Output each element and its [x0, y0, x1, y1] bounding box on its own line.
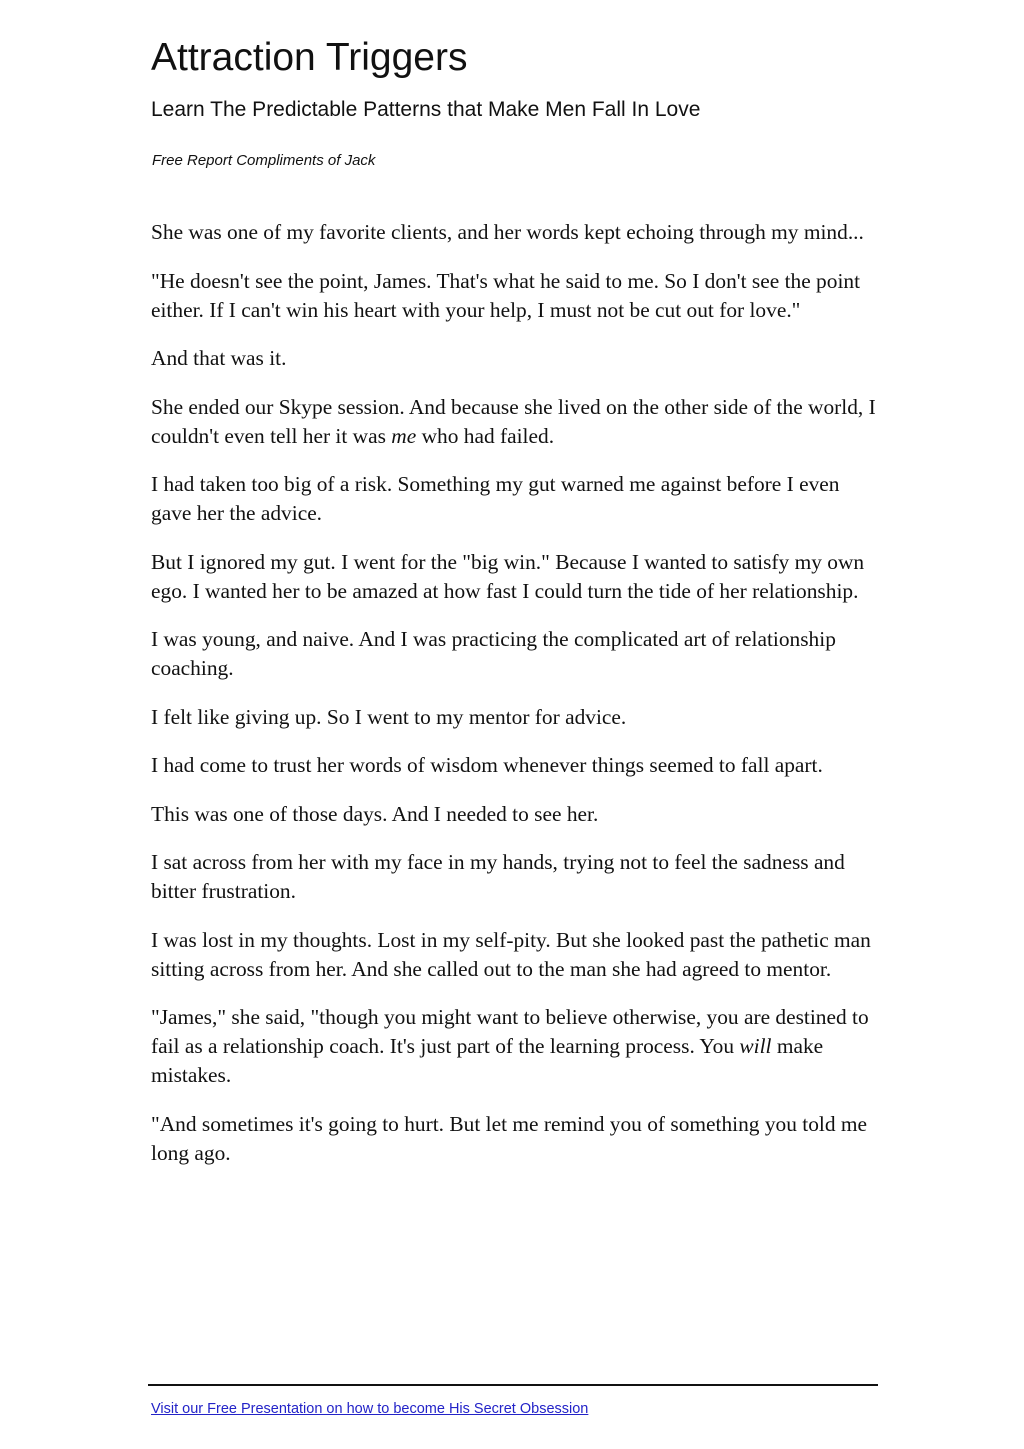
footer-divider: [148, 1384, 878, 1386]
report-byline: Free Report Compliments of Jack: [152, 152, 376, 169]
paragraph-13-text-a: "James," she said, "though you might want to believe otherwise, you are destined to fail as a relationship coach. It's just part of the learning process. You: [151, 1005, 869, 1058]
paragraph-13-text-b: make mistakes.: [151, 1034, 824, 1087]
report-title: Attraction Triggers: [151, 36, 468, 79]
paragraph-13-emphasis: will: [739, 1034, 772, 1058]
paragraph-7: I was young, and naive. And I was practicing the complicated art of relationship coaching.: [151, 627, 836, 680]
paragraph-13: [151, 1003, 881, 1090]
paragraph-2: "He doesn't see the point, James. That's what he said to me. So I don't see the point either. If I can't win his heart with your help, I must not be cut out for love.": [151, 268, 861, 322]
presentation-link[interactable]: Visit our Free Presentation on how to become His Secret Obsession: [151, 1401, 589, 1417]
paragraph-11: I sat across from her with my face in my hands, trying not to feel the sadness and bitter frustration.: [151, 850, 845, 903]
paragraph-4: [151, 393, 881, 451]
paragraph-6: But I ignored my gut. I went for the "big win." Because I wanted to satisfy my own ego. I wanted her to be amazed at how fast I could turn the tide of her relationship.: [151, 549, 865, 603]
paragraph-4-text-b: who had failed.: [416, 423, 555, 448]
paragraph-3: And that was it.: [151, 346, 287, 370]
paragraph-9: I had come to trust her words of wisdom whenever things seemed to fall apart.: [151, 753, 823, 777]
paragraph-5: I had taken too big of a risk. Something my gut warned me against before I even gave her the advice.: [151, 472, 840, 525]
article-body: [151, 218, 881, 1187]
report-subtitle: Learn The Predictable Patterns that Make Men Fall In Love: [151, 98, 701, 121]
paragraph-1: She was one of my favorite clients, and her words kept echoing through my mind...: [151, 220, 864, 244]
paragraph-8: I felt like giving up. So I went to my mentor for advice.: [151, 704, 627, 729]
paragraph-4-emphasis: me: [391, 423, 417, 448]
paragraph-4-text-a: She ended our Skype session. And because she lived on the other side of the world, I couldn't even tell her it was: [151, 394, 876, 448]
paragraph-10: This was one of those days. And I needed to see her.: [151, 801, 599, 826]
paragraph-12: I was lost in my thoughts. Lost in my self-pity. But she looked past the pathetic man sitting across from her. And she called out to the man she had agreed to mentor.: [151, 927, 871, 981]
paragraph-14: "And sometimes it's going to hurt. But let me remind you of something you told me long ago.: [151, 1111, 868, 1165]
